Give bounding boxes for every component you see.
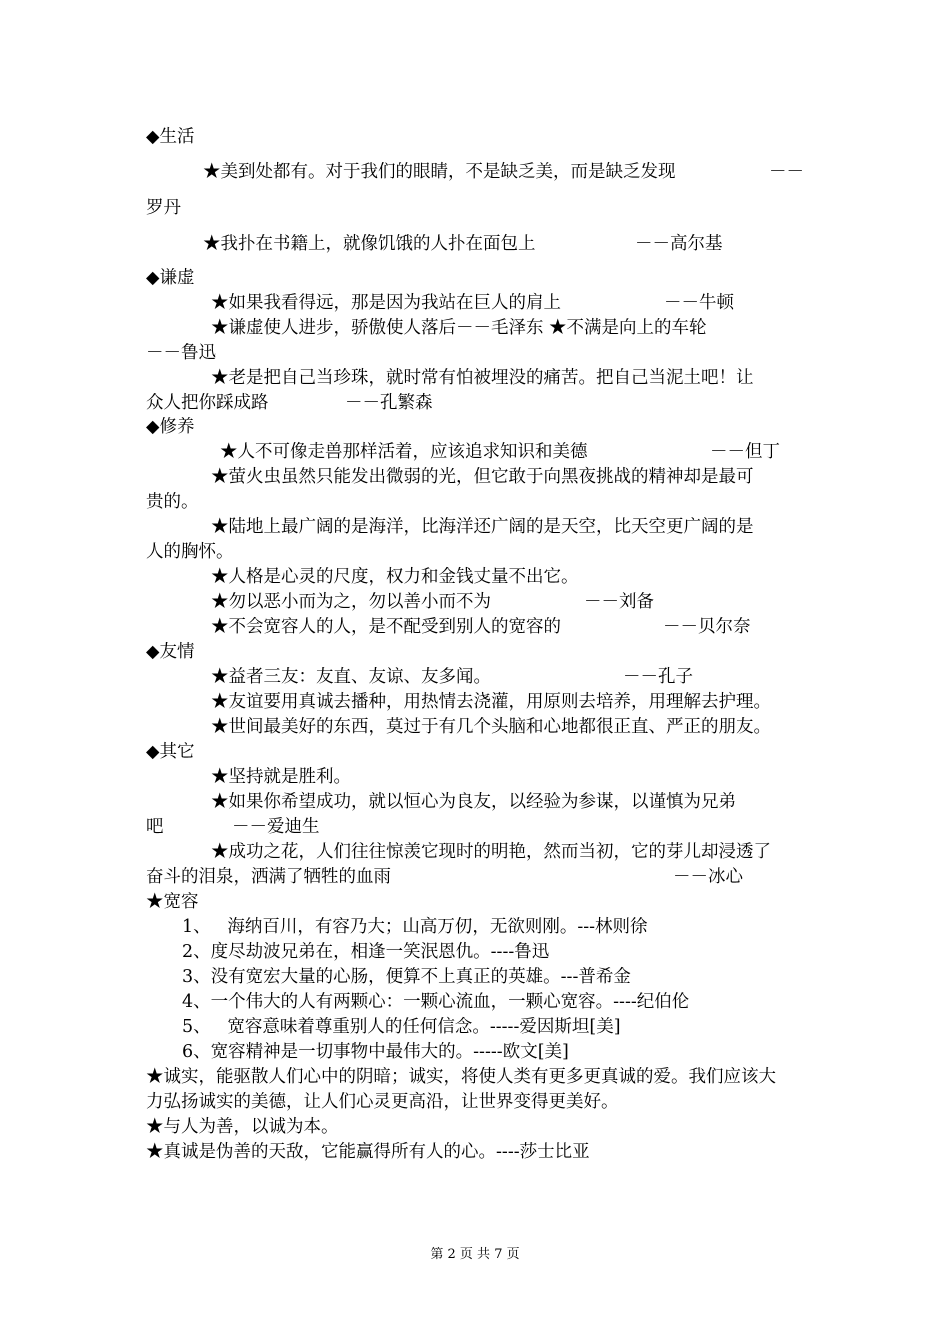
quote-line: ★萤火虫虽然只能发出微弱的光，但它敢于向黑夜挑战的精神却是最可 [211,467,754,487]
numbered-quote: 1、 海纳百川，有容乃大；山高万仞，无欲则刚。---林则徐 [182,917,648,937]
quote-author: －－鲁迅 [146,343,216,363]
section-heading-cultivation: ◆修养 [146,417,195,437]
quote-line: 贵的。 [146,492,199,512]
quote-line: ★世间最美好的东西，莫过于有几个头脑和心地都很正直、严正的朋友。 [211,717,771,737]
section-heading-friendship: ◆友情 [146,642,195,662]
quote-line: ★陆地上最广阔的是海洋，比海洋还广阔的是天空，比天空更广阔的是 [211,517,754,537]
quote-line: ★如果你希望成功，就以恒心为良友，以经验为参谋，以谨慎为兄弟 [211,792,736,812]
quote-author: －－冰心 [673,867,743,887]
numbered-quote: 5、 宽容意味着尊重别人的任何信念。-----爱因斯坦[美] [182,1017,621,1037]
quote-line: ★勿以恶小而为之，勿以善小而不为 [211,592,491,612]
quote-author: －－孔子 [623,667,693,687]
quote-line: ★人不可像走兽那样活着，应该追求知识和美德 [220,442,588,462]
quote-line: 人的胸怀。 [146,542,234,562]
quote-line: ★益者三友：友直、友谅、友多闻。 [211,667,491,687]
numbered-quote: 4、一个伟大的人有两颗心：一颗心流血，一颗心宽容。----纪伯伦 [182,992,690,1012]
quote-author: －－刘备 [584,592,654,612]
quote-author: －－爱迪生 [232,817,320,837]
quote-line: ★美到处都有。对于我们的眼睛，不是缺乏美，而是缺乏发现 [203,162,676,182]
section-heading-other: ◆其它 [146,742,195,762]
quote-line: ★人格是心灵的尺度，权力和金钱丈量不出它。 [211,567,579,587]
quote-author: －－孔繁森 [345,393,433,413]
section-heading-modesty: ◆谦虚 [146,268,195,288]
quote-line: ★诚实，能驱散人们心中的阴暗；诚实，将使人类有更多更真诚的爱。我们应该大 [146,1067,776,1087]
quote-line: ★真诚是伪善的天敌，它能赢得所有人的心。----莎士比亚 [146,1142,590,1162]
quote-line: 力弘扬诚实的美德，让人们心灵更高沿，让世界变得更美好。 [146,1092,619,1112]
numbered-quote: 2、度尽劫波兄弟在，相逢一笑泯恩仇。----鲁迅 [182,942,550,962]
quote-author: －－贝尔奈 [663,617,751,637]
quote-line: ★谦虚使人进步，骄傲使人落后－－毛泽东 ★不满是向上的车轮 [211,318,707,338]
quote-line: ★成功之花，人们往往惊羡它现时的明艳，然而当初，它的芽儿却浸透了 [211,842,771,862]
quote-line: ★与人为善，以诚为本。 [146,1117,339,1137]
quote-line: ★不会宽容人的人，是不配受到别人的宽容的 [211,617,561,637]
quote-line: 奋斗的泪泉，洒满了牺牲的血雨 [146,867,391,887]
quote-line: ★我扑在书籍上，就像饥饿的人扑在面包上 [203,234,536,254]
quote-line: ★如果我看得远，那是因为我站在巨人的肩上 [211,293,561,313]
page-footer: 第 2 页 共 7 页 [430,1247,520,1262]
section-heading-life: ◆生活 [146,127,195,147]
quote-line: ★坚持就是胜利。 [211,767,351,787]
section-heading-tolerance: ★宽容 [146,892,199,912]
quote-author: －－高尔基 [635,234,723,254]
numbered-quote: 6、宽容精神是一切事物中最伟大的。-----欧文[美] [182,1042,569,1062]
quote-dash: －－ [769,162,804,182]
quote-author: 罗丹 [146,198,181,218]
quote-line: 众人把你踩成路 [146,393,269,413]
quote-line: ★老是把自己当珍珠，就时常有怕被埋没的痛苦。把自己当泥土吧！让 [211,368,754,388]
quote-author: －－牛顿 [664,293,734,313]
numbered-quote: 3、没有宽宏大量的心肠，便算不上真正的英雄。---普希金 [182,967,631,987]
quote-author: －－但丁 [710,442,780,462]
quote-line: 吧 [146,817,164,837]
quote-line: ★友谊要用真诚去播种，用热情去浇灌，用原则去培养，用理解去护理。 [211,692,771,712]
